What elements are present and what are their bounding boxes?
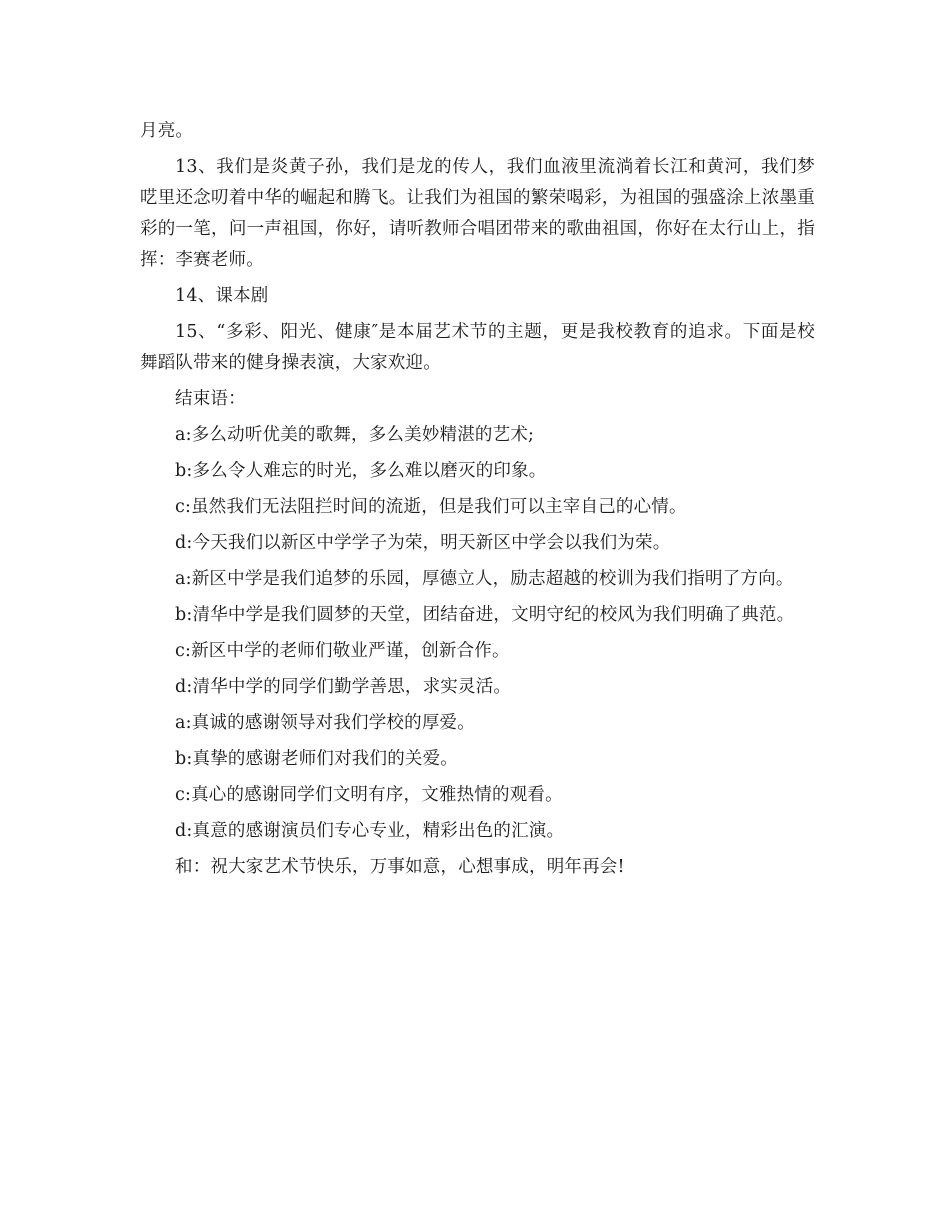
closing-line-d1: d:今天我们以新区中学学子为荣，明天新区中学会以我们为荣。: [175, 533, 671, 553]
closing-line-c1: c:虽然我们无法阻拦时间的流逝，但是我们可以主宰自己的心情。: [175, 497, 687, 517]
closing-line-c3: c:真心的感谢同学们文明有序，文雅热情的观看。: [175, 785, 563, 805]
closing-line-a2: a:新区中学是我们追梦的乐园，厚德立人，励志超越的校训为我们指明了方向。: [175, 569, 794, 589]
closing-line-b1: b:多么令人难忘的时光，多么难以磨灭的印象。: [175, 461, 547, 481]
closing-line-b2: b:清华中学是我们圆梦的天堂，团结奋进，文明守纪的校风为我们明确了典范。: [175, 605, 795, 625]
paragraph-continuation: 月亮。: [140, 121, 194, 141]
closing-line-b3: b:真挚的感谢老师们对我们的关爱。: [175, 749, 458, 769]
closing-line-c2: c:新区中学的老师们敬业严谨，创新合作。: [175, 641, 510, 661]
closing-line-all: 和：祝大家艺术节快乐，万事如意，心想事成，明年再会!: [175, 857, 625, 877]
paragraph-item-15: 15、“多彩、阳光、健康″是本届艺术节的主题，更是我校教育的追求。下面是校舞蹈队带来的健身操表演，大家欢迎。: [140, 322, 815, 373]
closing-line-d2: d:清华中学的同学们勤学善思，求实灵活。: [175, 677, 512, 697]
document-body: [140, 116, 815, 888]
closing-line-a3: a:真诚的感谢领导对我们学校的厚爱。: [175, 713, 475, 733]
paragraph-item-14: 14、课本剧: [175, 286, 269, 306]
closing-line-a1: a:多么动听优美的歌舞，多么美妙精湛的艺术;: [175, 425, 535, 445]
paragraph-item-13: 13、我们是炎黄子孙，我们是龙的传人，我们血液里流淌着长江和黄河，我们梦呓里还念叨着中华的崛起和腾飞。让我们为祖国的繁荣喝彩，为祖国的强盛涂上浓墨重彩的一笔，问一声祖国，你好，请听教师合唱团带来的歌曲祖国，你好在太行山上，指挥：李赛老师。: [140, 157, 815, 270]
closing-line-d3: d:真意的感谢演员们专心专业，精彩出色的汇演。: [175, 821, 565, 841]
closing-heading: 结束语：: [175, 389, 246, 409]
